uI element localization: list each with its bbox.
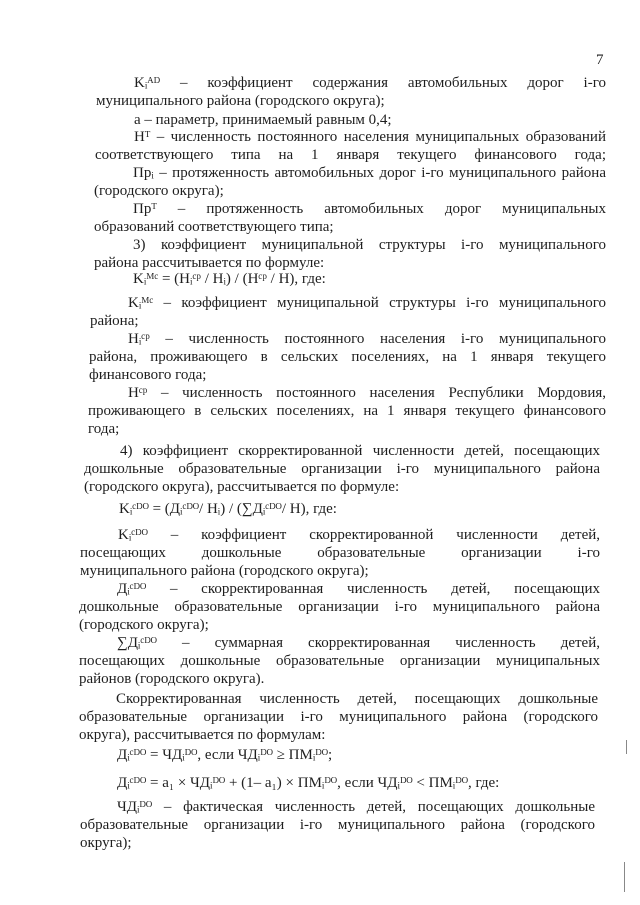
text-line: a – параметр, принимаемый равным 0,4; xyxy=(134,112,392,128)
text-line: Hᶜᵖ – численность постоянного населения Республики Мордовия, xyxy=(128,385,606,401)
text-line: образовательные организации i-го муниципального района (городского xyxy=(79,709,598,725)
text-line: ЧДᵢᴰᴼ – фактическая численность детей, посещающих дошкольные xyxy=(117,799,595,815)
text-line: (городского округа); xyxy=(94,183,224,199)
text-line: проживающего в сельских поселениях, на 1 января текущего финансового xyxy=(88,403,606,419)
text-line: образовательные организации i-го муниципального района (городского xyxy=(80,817,595,833)
text-line: Дᵢᶜᴰᴼ – скорректированная численность детей, посещающих xyxy=(117,581,600,597)
scan-artifact xyxy=(626,740,627,754)
text-line: ∑Дᵢᶜᴰᴼ – суммарная скорректированная численность детей, xyxy=(117,635,600,651)
formula-line: Kᵢᶜᴰᴼ = (Дᵢᶜᴰᴼ/ Hᵢ) / (∑Дᵢᶜᴰᴼ/ H), где: xyxy=(119,501,337,517)
text-line: 4) коэффициент скорректированной численности детей, посещающих xyxy=(120,443,600,459)
text-line: Kᵢᴬᴰ – коэффициент содержания автомобильных дорог i-го xyxy=(134,75,606,91)
text-line: Прᵀ – протяженность автомобильных дорог муниципальных xyxy=(133,201,606,217)
text-line: муниципального района (городского округа); xyxy=(96,93,385,109)
text-line: округа), рассчитывается по формулам: xyxy=(79,727,326,743)
text-line: Скорректированная численность детей, посещающих дошкольные xyxy=(116,691,598,707)
text-line: года; xyxy=(88,421,120,437)
text-line: района рассчитывается по формуле: xyxy=(94,255,325,271)
text-line: (городского округа), рассчитывается по формуле: xyxy=(84,479,400,495)
text-line: посещающих дошкольные образовательные организации i-го xyxy=(80,545,600,561)
text-line: Прᵢ – протяженность автомобильных дорог i-го муниципального района xyxy=(133,165,606,181)
text-line: соответствующего типа на 1 января текущего финансового года; xyxy=(95,147,606,163)
formula-line: Дᵢᶜᴰᴼ = ЧДᵢᴰᴼ, если ЧДᵢᴰᴼ ≥ ПМᵢᴰᴼ; xyxy=(117,747,333,763)
formula-line: Дᵢᶜᴰᴼ = a₁ × ЧДᵢᴰᴼ + (1– a₁) × ПМᵢᴰᴼ, если ЧДᵢᴰᴼ < ПМᵢᴰᴼ, где: xyxy=(117,775,500,791)
text-line: дошкольные образовательные организации i-го муниципального района xyxy=(79,599,600,615)
scan-artifact xyxy=(624,862,625,892)
page-number: 7 xyxy=(596,52,604,68)
text-line: посещающих дошкольные образовательные организации муниципальных xyxy=(79,653,600,669)
text-line: муниципального района (городского округа); xyxy=(80,563,369,579)
text-line: 3) коэффициент муниципальной структуры i-го муниципального xyxy=(133,237,606,253)
text-line: образований соответствующего типа; xyxy=(94,219,334,235)
text-line: Hᵢᶜᵖ – численность постоянного населения i-го муниципального xyxy=(128,331,606,347)
text-line: дошкольные образовательные организации i-го муниципального района xyxy=(84,461,600,477)
text-line: районов (городского округа). xyxy=(79,671,265,687)
text-line: Kᵢᶜᴰᴼ – коэффициент скорректированной численности детей, xyxy=(118,527,600,543)
text-line: (городского округа); xyxy=(79,617,209,633)
text-line: округа); xyxy=(80,835,132,851)
text-line: финансового года; xyxy=(89,367,207,383)
text-line: Kᵢᴹᶜ – коэффициент муниципальной структуры i-го муниципального xyxy=(128,295,606,311)
text-line: Hᵀ – численность постоянного населения муниципальных образований xyxy=(134,129,606,145)
text-line: района; xyxy=(90,313,139,329)
formula-line: Kᵢᴹᶜ = (Hᵢᶜᵖ / Hᵢ) / (Hᶜᵖ / H), где: xyxy=(133,271,326,287)
text-line: района, проживающего в сельских поселениях, на 1 января текущего xyxy=(89,349,606,365)
